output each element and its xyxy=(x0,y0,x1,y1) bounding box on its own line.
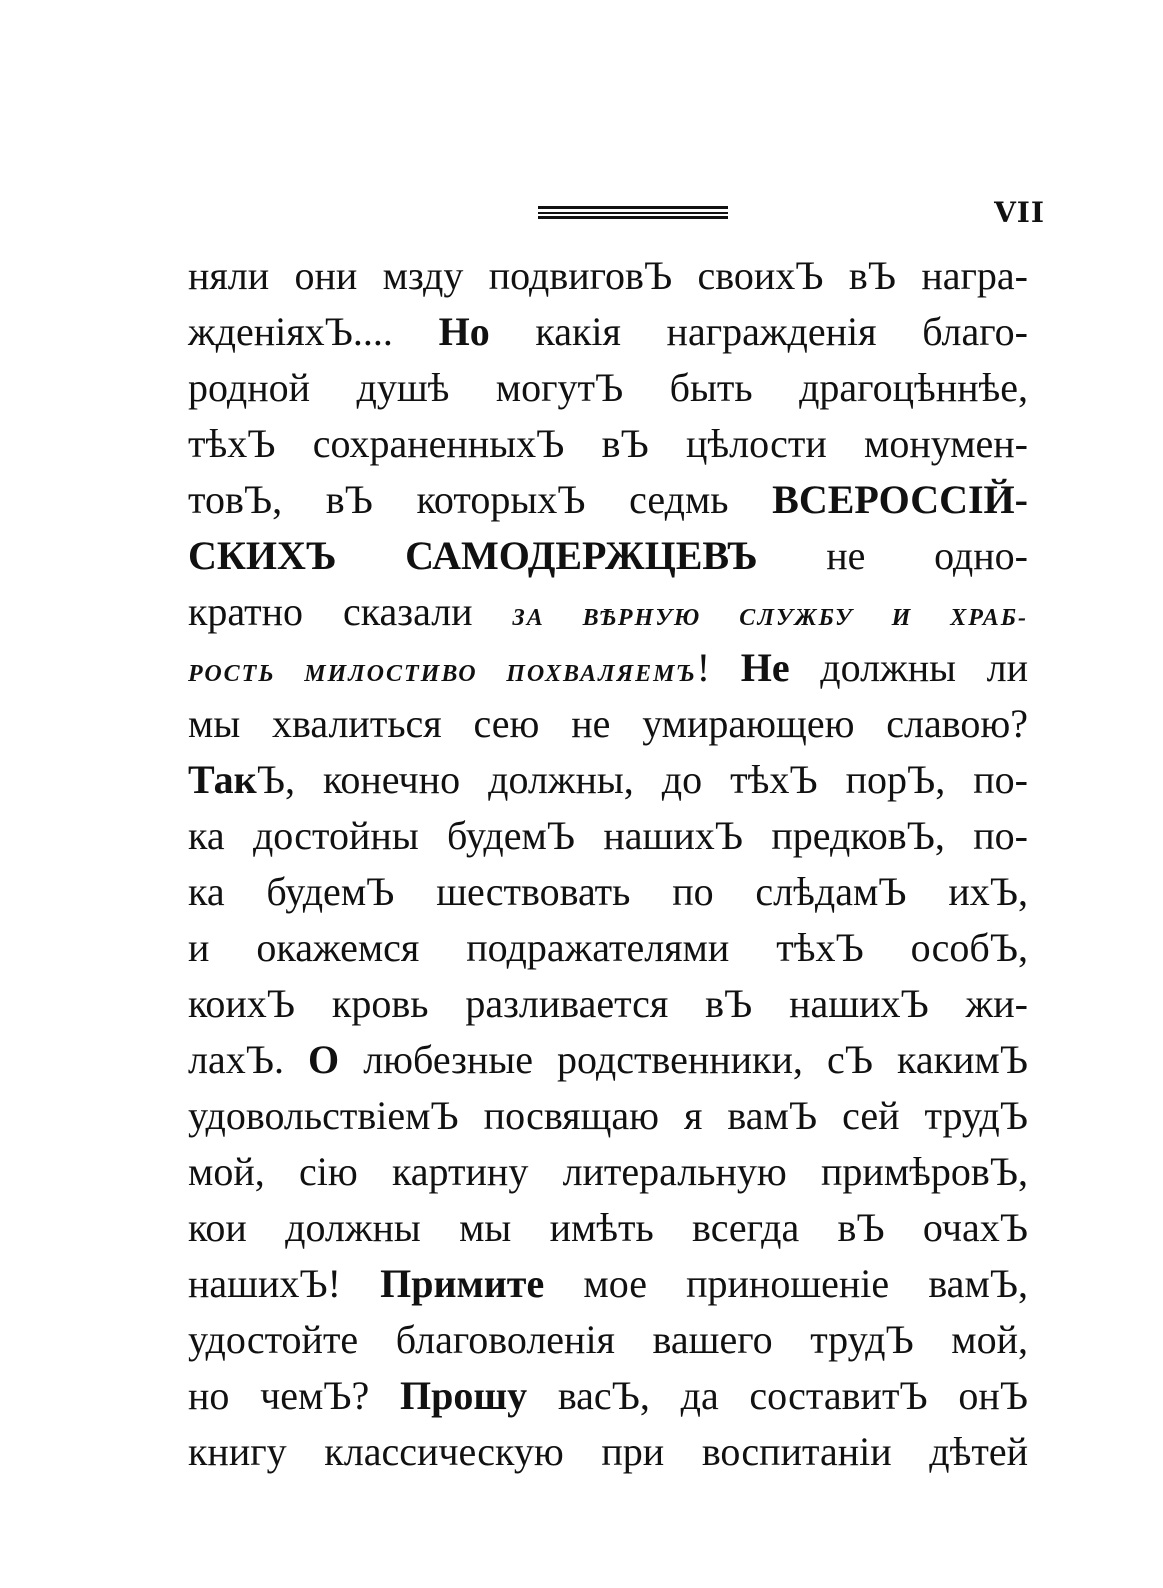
text-segment: мой, сiю картину литеральную примѣровЪ, xyxy=(188,1149,1028,1194)
text-segment: Ъ, конечно должны, до тѣхЪ порЪ, по- xyxy=(256,757,1028,802)
text-line xyxy=(188,528,1028,584)
text-segment: ! xyxy=(696,645,741,690)
text-segment: няли они мзду подвиговЪ своихЪ вЪ награ- xyxy=(188,253,1028,298)
text-segment: любезные родственники, сЪ какимЪ xyxy=(339,1037,1028,1082)
text-line xyxy=(188,304,1028,360)
text-line xyxy=(188,808,1028,864)
text-line xyxy=(188,248,1028,304)
text-segment: но чемЪ? xyxy=(188,1373,400,1418)
text-segment: и окажемся подражателями тѣхЪ особЪ, xyxy=(188,925,1028,970)
text-segment: должны ли xyxy=(789,645,1028,690)
text-line xyxy=(188,416,1028,472)
italic-quote-text: РОСТЬ МИЛОСТИВО ПОХВАЛЯЕМЪ xyxy=(188,661,697,687)
text-line xyxy=(188,1144,1028,1200)
text-segment: нашихЪ! xyxy=(188,1261,381,1306)
emphasis-text: Примите xyxy=(380,1261,545,1306)
text-line xyxy=(188,360,1028,416)
text-segment: лахЪ. xyxy=(188,1037,309,1082)
text-line xyxy=(188,584,1028,640)
emphasis-text: О xyxy=(308,1037,340,1082)
text-line xyxy=(188,864,1028,920)
text-segment: ка достойны будемЪ нашихЪ предковЪ, по- xyxy=(188,813,1028,858)
text-segment: книгу классическую при воспитанiи дѣтей xyxy=(188,1429,1028,1474)
text-line xyxy=(188,1368,1028,1424)
page-number: VII xyxy=(994,196,1045,229)
body-text xyxy=(188,248,1028,1480)
rule-line xyxy=(538,212,728,214)
text-line xyxy=(188,1256,1028,1312)
emphasis-text: СКИХЪ САМОДЕРЖЦЕВЪ xyxy=(188,533,758,578)
text-line xyxy=(188,752,1028,808)
text-segment: удовольствiемЪ посвящаю я вамЪ сей трудЪ xyxy=(188,1093,1028,1138)
emphasis-text: Не xyxy=(740,645,790,690)
emphasis-text: Так xyxy=(188,757,257,802)
page-header xyxy=(0,196,1163,236)
text-segment: мы хвалиться сею не умирающею славою? xyxy=(188,701,1028,746)
header-ornament-rule xyxy=(538,206,728,218)
text-line xyxy=(188,976,1028,1032)
text-segment: родной душѣ могутЪ быть драгоцѣннѣе, xyxy=(188,365,1028,410)
italic-quote-text: ЗА ВѢРНУЮ СЛУЖБУ И ХРАБ- xyxy=(512,605,1028,631)
text-segment: кратно сказали xyxy=(188,589,513,634)
rule-line xyxy=(538,216,728,219)
text-segment: удостойте благоволенiя вашего трудЪ мой, xyxy=(188,1317,1028,1362)
text-segment: васЪ, да составитЪ онЪ xyxy=(527,1373,1029,1418)
emphasis-text: Прошу xyxy=(399,1373,528,1418)
text-line xyxy=(188,1032,1028,1088)
emphasis-text: Но xyxy=(438,309,490,354)
text-line xyxy=(188,1088,1028,1144)
text-segment: не одно- xyxy=(757,533,1028,578)
text-segment: мое приношенiе вамЪ, xyxy=(544,1261,1028,1306)
text-line xyxy=(188,696,1028,752)
text-segment: коихЪ кровь разливается вЪ нашихЪ жи- xyxy=(188,981,1028,1026)
text-line xyxy=(188,640,1028,696)
text-line xyxy=(188,1200,1028,1256)
rule-line xyxy=(538,206,728,209)
text-segment: кои должны мы имѣть всегда вЪ очахЪ xyxy=(188,1205,1028,1250)
text-segment: товЪ, вЪ которыхЪ седмь xyxy=(188,477,773,522)
text-segment: какiя награжденiя благо- xyxy=(489,309,1029,354)
text-line xyxy=(188,472,1028,528)
text-line xyxy=(188,1312,1028,1368)
text-segment: ка будемЪ шествовать по слѣдамЪ ихЪ, xyxy=(188,869,1028,914)
emphasis-text: ВСЕРОССIЙ- xyxy=(772,477,1028,522)
text-line xyxy=(188,1424,1028,1480)
text-segment: тѣхЪ сохраненныхЪ вЪ цѣлости монумен- xyxy=(188,421,1028,466)
text-line xyxy=(188,920,1028,976)
text-segment: жденiяхЪ.... xyxy=(188,309,439,354)
